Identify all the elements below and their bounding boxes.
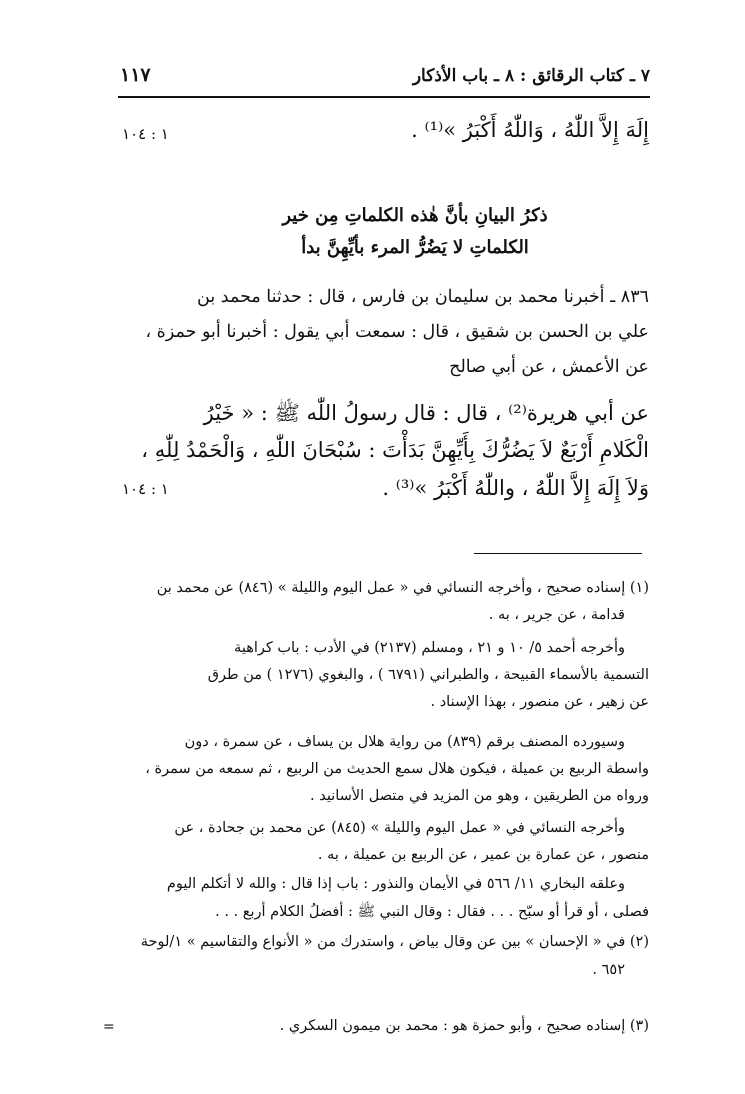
- continued-text-line: إِلَهَ إِلاَّ اللّٰهُ ، وَاللّٰهُ أَكْبَرُ »⁽¹⁾ .: [411, 118, 649, 142]
- hadith-text-line: عن أبي هريرة⁽²⁾ ، قال : قال رسولُ اللّٰه ﷺ : « خَيْرُ: [203, 401, 649, 425]
- footnote-line: التسمية بالأسماء القبيحة ، والطبراني (٦٧٩١ ) ، والبغوي (١٢٧٦ ) من طرق: [207, 667, 649, 683]
- footnote-line: قدامة ، عن جرير ، به .: [488, 607, 625, 623]
- footnote-separator: [474, 553, 642, 554]
- cross-reference: ١ : ١٠٤: [122, 125, 169, 143]
- isnad-line: عن الأعمش ، عن أبي صالح: [449, 357, 649, 377]
- footnote-line: ورواه من الطريقين ، وهو من المزيد في متصل الأسانيد .: [310, 788, 649, 804]
- cross-reference: ١ : ١٠٤: [122, 480, 169, 498]
- section-heading-line-2: الكلماتِ لا يَضُرُّ المرء بأيِّهِنَّ بدأ: [301, 237, 529, 258]
- footnote-line: (٣) إسناده صحيح ، وأبو حمزة هو : محمد بن ميمون السكري .: [279, 1018, 649, 1034]
- footnote-line: وأخرجه أحمد ٥/ ١٠ و ٢١ ، ومسلم (٢١٣٧) في الأدب : باب كراهية: [234, 640, 625, 656]
- footnote-line: (٢) في « الإحسان » بين عن وقال بياض ، واستدرك من « الأنواع والتقاسيم » ١/لوحة: [140, 934, 649, 950]
- footnote-line: منصور ، عن عمارة بن عمير ، عن الربيع بن عميلة ، به .: [317, 847, 649, 863]
- hadith-text-line: الْكَلامِ أَرْبَعٌ لاَ يَضُرُّكَ بِأَيِّهِنَّ بَدَأْتَ : سُبْحَانَ اللّٰهِ ، وَالْحَمْدُ لِلّٰهِ ،: [141, 438, 649, 462]
- chapter-title: ٧ ـ كتاب الرقائق : ٨ ـ باب الأذكار: [412, 66, 650, 86]
- footnote-line: (١) إسناده صحيح ، وأخرجه النسائي في « عمل اليوم والليلة » (٨٤٦) عن محمد بن: [156, 580, 649, 596]
- footnote-line: ٦٥٢ .: [592, 962, 625, 978]
- footnote-line: فصلى ، أو قرأ أو سبّح . . . فقال : وقال النبي ﷺ : أفضلُ الكلام أربع . . .: [215, 904, 649, 920]
- footnote-line: وعلقه البخاري ١١/ ٥٦٦ في الأيمان والنذور : باب إذا قال : والله لا أتكلم اليوم: [166, 876, 625, 892]
- hadith-text-line: وَلاَ إِلَهَ إِلاَّ اللّٰهُ ، واللّٰهُ أَكْبَرُ »⁽³⁾ .: [382, 476, 649, 500]
- isnad-line: علي بن الحسن بن شقيق ، قال : سمعت أبي يقول : أخبرنا أبو حمزة ،: [145, 322, 649, 342]
- footnote-line: عن زهير ، عن منصور ، بهذا الإسناد .: [430, 694, 649, 710]
- running-header: [118, 62, 650, 98]
- footnote-line: وأخرجه النسائي في « عمل اليوم والليلة » (٨٤٥) عن محمد بن جحادة ، عن: [174, 820, 625, 836]
- section-heading-line-1: ذكرُ البيانِ بأنَّ هٰذه الكلماتِ مِن خير: [282, 205, 548, 226]
- footnote-line: واسطة الربيع بن عميلة ، فيكون هلال سمع الحديث من الربيع ، ثم سمعه من سمرة ،: [145, 761, 649, 777]
- margin-mark: =: [103, 1019, 115, 1035]
- page-number: ١١٧: [120, 64, 151, 86]
- footnote-line: وسيورده المصنف برقم (٨٣٩) من رواية هلال بن يساف ، عن سمرة ، دون: [184, 734, 625, 750]
- isnad-line: ٨٣٦ ـ أخبرنا محمد بن سليمان بن فارس ، قال : حدثنا محمد بن: [197, 287, 649, 307]
